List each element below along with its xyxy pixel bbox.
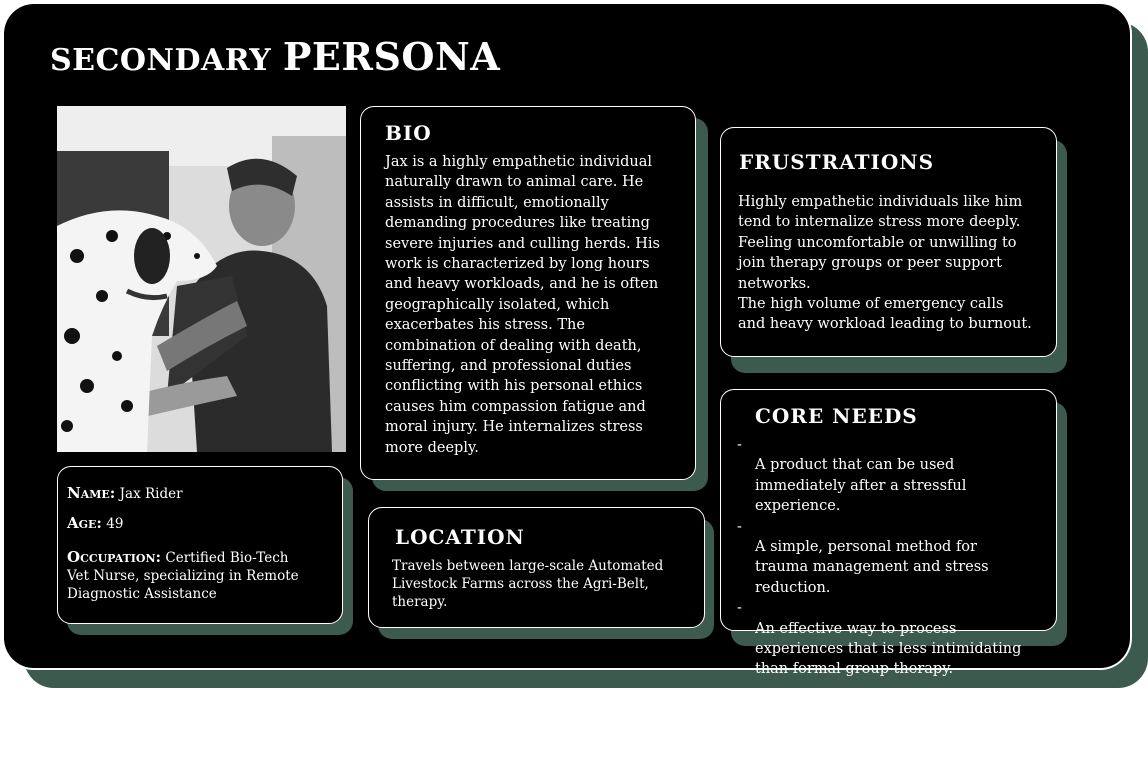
core-needs-list: [737, 435, 1047, 680]
bio-box: [360, 106, 696, 480]
core-need-text: An effective way to process experiences that is less intimidating than formal group therapy.: [755, 620, 1022, 678]
bio-text: Jax is a highly empathetic individual naturally drawn to animal care. He assists in difficult, emotionally demanding procedures like treating severe injuries and culling herds. His work is characterized by long hours and heavy workloads, and he is often geographically isolated, which exacerbates his stress. The combination of dealing with death, suffering, and professional duties conflicting with his personal ethics causes him compassion fatigue and moral injury. He internalizes stress more deeply.: [385, 154, 660, 456]
occupation-value-1: Certified Bio-Tech: [165, 550, 289, 566]
profile-box: [57, 466, 343, 624]
title-persona: PERSONA: [282, 34, 501, 79]
frustrations-title: FRUSTRATIONS: [739, 150, 935, 174]
bio-title: BIO: [385, 121, 432, 145]
location-title: LOCATION: [395, 525, 525, 549]
occupation-line: [67, 548, 337, 603]
bullet-dash: -: [737, 437, 742, 453]
persona-photo: [57, 106, 346, 452]
occupation-value-2: Vet Nurse, specializing in Remote: [67, 568, 299, 584]
location-text: Travels between large-scale Automated Livestock Farms across the Agri-Belt, therapy.: [392, 558, 664, 610]
core-needs-box: [720, 389, 1057, 678]
occupation-label: Occupation:: [67, 548, 162, 566]
frustrations-box: [720, 127, 1057, 357]
core-need-item: [737, 435, 1047, 517]
frustrations-text: Highly empathetic individuals like him tend to internalize stress more deeply. Feeling uncomfortable or unwilling to join therapy groups or peer support networks. The high volume of emergency calls and heavy workload leading to burnout.: [738, 194, 1032, 333]
title-secondary: SECONDARY: [50, 43, 272, 78]
persona-photo-image: [57, 106, 346, 452]
occupation-value-3: Diagnostic Assistance: [67, 586, 217, 602]
core-need-item: [737, 598, 1047, 680]
age-label: Age:: [67, 514, 102, 532]
age-value: 49: [106, 516, 124, 532]
name-label: Name:: [67, 484, 116, 502]
name-line: [67, 484, 183, 503]
core-need-text: A simple, personal method for trauma management and stress reduction.: [755, 539, 989, 596]
bullet-dash: -: [737, 600, 742, 617]
core-need-item: [737, 517, 1047, 599]
core-needs-title: CORE NEEDS: [755, 404, 918, 428]
name-value: Jax Rider: [119, 486, 183, 502]
location-box: [368, 507, 705, 628]
page-title: [50, 34, 500, 84]
core-need-text: A product that can be used immediately after a stressful experience.: [755, 457, 967, 515]
bullet-dash: -: [737, 518, 742, 535]
age-line: [67, 514, 123, 533]
persona-card: [4, 4, 1130, 678]
